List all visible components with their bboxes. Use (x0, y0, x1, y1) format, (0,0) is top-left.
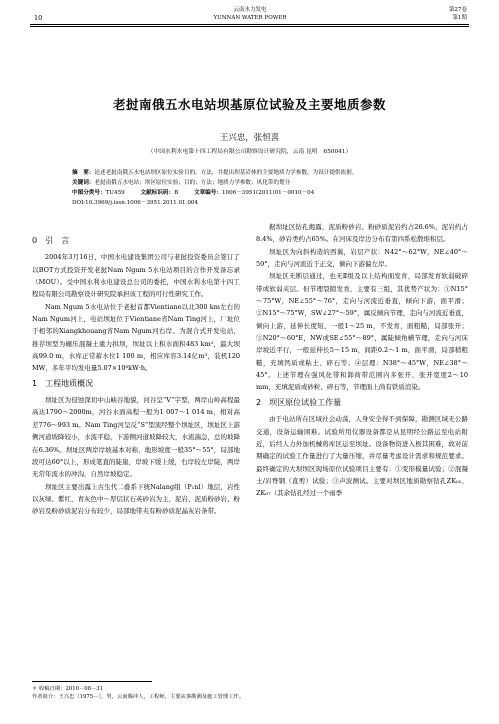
article-no-label: 文章编号： (193, 190, 222, 196)
classification (72, 188, 442, 198)
keywords (72, 178, 442, 188)
article-no-value: 1006－3951(2011)01－0010－04 (221, 190, 315, 196)
paragraph: 坝址区为侵蚀深切中山峡谷地貌，河谷呈“V”字型，两岸山岭高程最高达1790～2000m，河谷水面高程一般为1 007～1 014 m，相对高差776～993 m。Nam Ting河呈反“S”型流经整个坝址区，坝址区上游侧河道坡降较小，水流平稳，下游侧河道坡降较大，水流湍急，总的坡降在6.36%。坝址区两岸岸坡基本对称，地形坡度一般35°～55°，局部地段可达60°以上，形成笔直的陡崖，岸坡下缓上缓，右岸较左岸陡，两岸无常年流水的冲沟，自然岸坡稳定。 (32, 396, 240, 479)
doi-value: 10.3969/j.issn.1006－3951.2011.01.004 (85, 200, 199, 206)
clc-value: TU459 (105, 190, 125, 196)
paragraph: 据坝址区钻孔揭露，泥质粉砂岩、粉砂质泥岩约占26.6%，泥岩约占8.4%，砂岩类约占65%。在河床及岸边分布有第四系松散堆积层。 (256, 223, 468, 244)
left-column (32, 235, 240, 518)
doi (72, 198, 442, 208)
footnote-rule (32, 681, 152, 682)
affiliation: （中国水利水电第十四工程局有限公司勘察设计研究院，云南 昆明 650041） (147, 149, 352, 155)
paragraph: 坝址区为向斜构造的西翼，岩层产状：N42°～62°W，NE∠40°～59°，走向与河流近于正交，倾向下游偏左岸。 (256, 247, 468, 269)
article-title: 老挝南俄五水电站坝基原位试验及主要地质参数 (112, 97, 386, 112)
doi-label: DOI: (72, 200, 86, 206)
issue: 第1期 (452, 15, 467, 21)
abstract (72, 168, 442, 178)
paragraph: Nam Ngum 5水电站位于老挝首都Vientiane以北300 km左右的Nam Ngum河上，电站坝址位于Vientiane省Nam Ting河上，厂址位于相邻的Xiangkhouang省Nam Ngum河右岸。为混合式开发电站，推荐坝型为碾压混凝土重力拱坝，坝址以上积水面积483 km²，最大坝高99.0 m，水库正常蓄水位1 100 m，相应库容3.14亿m³，装机120 MW，多年平均发电量5.07×10⁸kW·h。 (32, 302, 240, 373)
doc-code-value: B (174, 190, 179, 196)
keywords-label: 关键词： (72, 180, 95, 186)
paragraph: 2004年3月16日，中国水电建设集团公司与老挝投资委员会签订了以BOT方式投资开发老挝Nam Ngum 5水电站项目的合作开发备忘录（MOU）。受中国水利水电建设总公司的委托，中国水利水电第十四工程局有限公司勘察设计研究院承担该工程的可行性研究工作。 (32, 253, 240, 299)
section-1-heading: 1 工程地质概况 (32, 378, 94, 388)
authors: 王兴忠，张恒喜 (219, 133, 280, 143)
header-rule (30, 24, 469, 25)
received-date: ＊ 收稿日期：2010－08－31 (32, 686, 104, 692)
header-rule-thin (30, 26, 469, 27)
journal-name-cn: 云南水力发电 (233, 7, 267, 13)
section-0-heading: 0 引 言 (32, 236, 70, 245)
keywords-text: 老挝南俄五水电站；坝区原位实验；目的；方法；地质力学参数；风化带的划分 (94, 180, 291, 186)
section-2-heading: 2 坝区原位试验工作量 (256, 397, 342, 407)
abstract-label: 摘 要： (72, 170, 95, 176)
volume: 第27卷 (449, 7, 467, 13)
journal-header (150, 6, 350, 22)
paragraph: 由于电站所在区域社会动荡，人身安全得不到保障，勘测区域无公路交通，设备运输困难。试验所用仪器设备都是从昆明经公路运至电站附近，后经人力外加机械将库区运至坝址。设备物资进入极其困难，故对前期确定的试验工作量进行了大量压缩，并尽量考虑设计需求和规范要求。最终确定的大坝坝区现场原位试验项目主要有：①变形模量试验；②混凝土/岩脊钢（直剪）试验；③声波测试。主要对坝区地质勘察钻孔ZK₀₂、ZK₀₇（其余钻孔经过一个雨季 (256, 415, 468, 498)
page-number: 10 (34, 14, 43, 22)
abstract-text: 论述老挝南俄五水电站坝区原位实验目的、方法，并提出坝基岩体的主要地质力学参数，为设计提供依据。 (94, 170, 358, 176)
volume-issue (449, 6, 467, 22)
author-intro: 作者简介：王兴忠（1975－），男，云南腾冲人，工程师，主要从事勘测及施工管理工作。 (32, 694, 245, 700)
paragraph: 坝址区无断层通过，也无Ⅱ级及以上结构面发育，局部发育软弱破碎带或软弱夹层。但节理裂隙发育，主要有三组，其优势产状为：①N15°～75°W，NE∠55°～76°，走向与河流近垂直，倾向下游，面平滑；②N15°～75°W，SW∠27°～59°，属反倾向节理，走向与河流近垂直，倾向上游，延伸长度短，一般1～25 m，不发育，面粗糙，局部张开；③N20°～60°E，NW或SE∠55°～89°，属陡倾角横节理，走向与河床岸坡近平行，一般延伸长5～15 m，间距0.2～1 m，面平滑，局部稍粗糙，充填钙质或粘土、碎石等；④层理：N38°～45°W，NE∠38°～45°。上述节理在强风化带和卸荷带范围内多张开，张开宽度2～10 mm，充填泥质或砂粒、碎石等，节理面上尚有铁质渲染。 (256, 272, 468, 392)
journal-name-en: YUNNAN WATER POWER (213, 15, 287, 21)
footnote (32, 685, 244, 701)
abstract-block (72, 168, 442, 208)
clc-label: 中图分类号： (72, 190, 106, 196)
doc-code-label: 文献标识码： (140, 190, 175, 196)
paragraph: 坝址区主要出露上古生代二叠系下统Nalang组（P₁nl）地层，岩性以灰绿、紫红、青灰色中～厚层状石英砂岩为主，泥岩、泥质粉砂岩、粉砂岩及粉砂质泥岩分布较少，局部地带夹有粉砂质泥晶灰岩条带。 (32, 482, 240, 516)
right-column (256, 221, 468, 500)
